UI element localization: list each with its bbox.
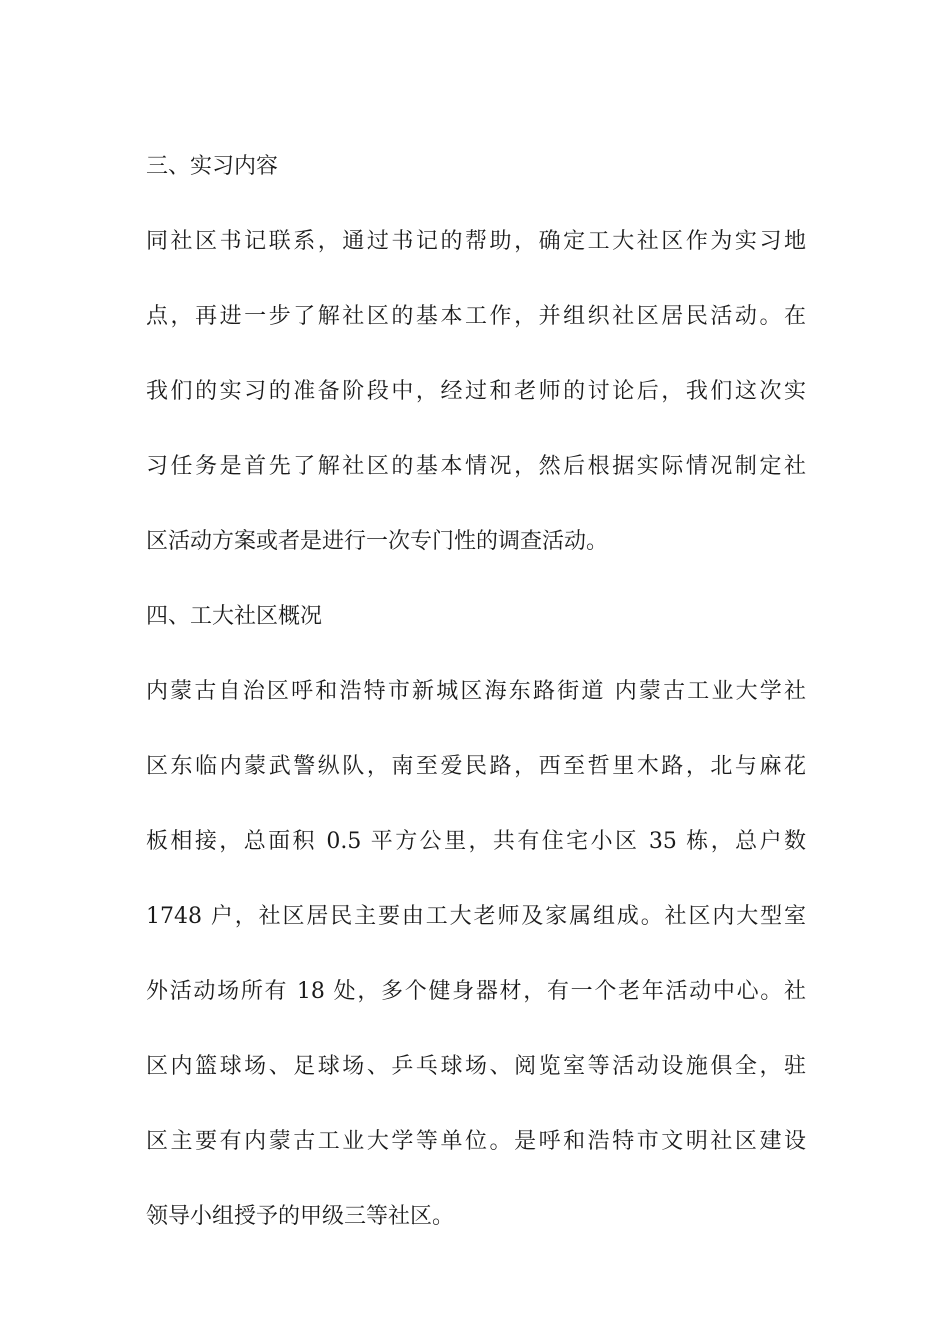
paragraph-line: 区活动方案或者是进行一次专门性的调查活动。: [146, 529, 609, 554]
paragraph-line: 板相接，总面积 0.5 平方公里，共有住宅小区 35 栋，总户数: [146, 829, 806, 854]
paragraph-line: 同社区书记联系，通过书记的帮助，确定工大社区作为实习地: [146, 229, 806, 254]
paragraph-line: 区内篮球场、足球场、乒乓球场、阅览室等活动设施俱全，驻: [146, 1054, 806, 1079]
paragraph-line: 1748 户，社区居民主要由工大老师及家属组成。社区内大型室: [146, 904, 806, 929]
paragraph-line: 区东临内蒙武警纵队，南至爱民路，西至哲里木路，北与麻花: [146, 754, 806, 779]
paragraph-line: 习任务是首先了解社区的基本情况，然后根据实际情况制定社: [146, 454, 806, 479]
paragraph-line: 领导小组授予的甲级三等社区。: [146, 1204, 455, 1229]
paragraph-line: 内蒙古自治区呼和浩特市新城区海东路街道 内蒙古工业大学社: [146, 679, 806, 704]
section-heading-internship-content: 三、实习内容: [146, 154, 279, 179]
paragraph-line: 外活动场所有 18 处，多个健身器材，有一个老年活动中心。社: [146, 979, 806, 1004]
section-heading-community-overview: 四、工大社区概况: [146, 604, 323, 629]
paragraph-line: 区主要有内蒙古工业大学等单位。是呼和浩特市文明社区建设: [146, 1129, 806, 1154]
paragraph-line: 我们的实习的准备阶段中，经过和老师的讨论后，我们这次实: [146, 379, 806, 404]
document-body: [146, 129, 806, 1254]
paragraph-line: 点，再进一步了解社区的基本工作，并组织社区居民活动。在: [146, 304, 806, 329]
